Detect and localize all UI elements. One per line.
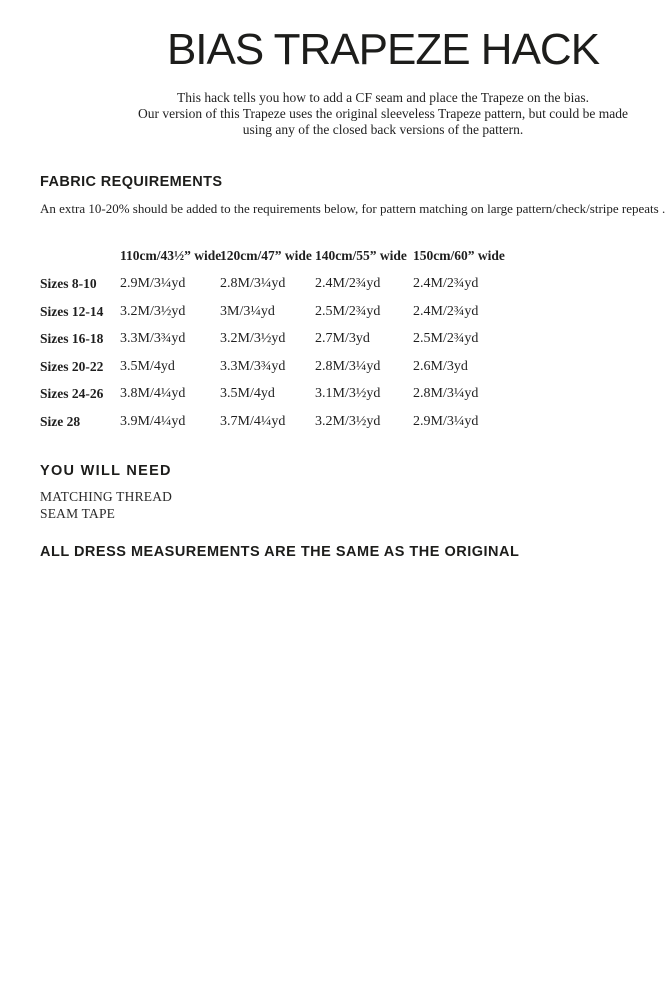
- need-item: SEAM TAPE: [40, 506, 116, 522]
- table-header-cell: 120cm/47” wide: [220, 247, 312, 263]
- fabric-amount-cell: 3.5M/4yd: [220, 386, 275, 402]
- fabric-amount-cell: 3.2M/3½yd: [120, 303, 186, 319]
- fabric-amount-cell: 3.9M/4¼yd: [120, 413, 186, 429]
- fabric-amount-cell: 2.4M/2¾yd: [413, 303, 479, 319]
- row-size-label: Sizes 8-10: [40, 276, 97, 292]
- hero-section: [100, 26, 666, 138]
- fabric-amount-cell: 3.2M/3½yd: [220, 331, 286, 347]
- fabric-amount-cell: 3.1M/3½yd: [315, 386, 381, 402]
- you-will-need-heading: YOU WILL NEED: [40, 463, 172, 480]
- fabric-amount-cell: 2.4M/2¾yd: [413, 276, 479, 292]
- intro-line: This hack tells you how to add a CF seam and place the Trapeze on the bias.: [176, 90, 590, 106]
- row-size-label: Size 28: [40, 413, 81, 429]
- fabric-amount-cell: 3.8M/4¼yd: [120, 386, 186, 402]
- fabric-amount-cell: 2.7M/3yd: [315, 331, 370, 347]
- table-header-row: [40, 241, 646, 270]
- fabric-amount-cell: 3.3M/3¾yd: [220, 358, 286, 374]
- fabric-amount-cell: 2.8M/3¼yd: [315, 358, 381, 374]
- intro-line: Our version of this Trapeze uses the original sleeveless Trapeze pattern, but could be made: [137, 106, 628, 122]
- row-size-label: Sizes 12-14: [40, 303, 104, 319]
- table-row: [40, 353, 646, 381]
- fabric-amount-cell: 3M/3¼yd: [220, 303, 275, 319]
- table-header-cell: 140cm/55” wide: [315, 247, 407, 263]
- intro-line: using any of the closed back versions of the pattern.: [242, 122, 524, 138]
- table-header-cell: 110cm/43½” wide: [120, 247, 222, 263]
- row-size-label: Sizes 20-22: [40, 358, 104, 374]
- page-title: BIAS TRAPEZE HACK: [166, 25, 600, 74]
- fabric-amount-cell: 2.8M/3¼yd: [413, 386, 479, 402]
- fabric-requirements-note: An extra 10-20% should be added to the requirements below, for pattern matching on large pattern/check/stripe repeats .: [40, 201, 666, 217]
- fabric-amount-cell: 3.2M/3½yd: [315, 413, 381, 429]
- table-row: [40, 408, 646, 436]
- fabric-amount-cell: 2.5M/2¾yd: [413, 331, 479, 347]
- table-row: [40, 380, 646, 408]
- table-header-cell: 150cm/60” wide: [413, 247, 505, 263]
- intro-paragraph: [100, 90, 666, 138]
- fabric-amount-cell: 2.6M/3yd: [413, 358, 468, 374]
- fabric-amount-cell: 2.9M/3¼yd: [413, 413, 479, 429]
- fabric-amount-cell: 3.3M/3¾yd: [120, 331, 186, 347]
- fabric-amount-cell: 3.7M/4¼yd: [220, 413, 286, 429]
- main-content: [40, 174, 666, 561]
- table-row: [40, 298, 646, 326]
- fabric-amount-cell: 2.8M/3¼yd: [220, 276, 286, 292]
- measurements-note: ALL DRESS MEASUREMENTS ARE THE SAME AS THE ORIGINAL: [40, 544, 520, 561]
- fabric-requirements-table: [40, 241, 646, 435]
- row-size-label: Sizes 24-26: [40, 386, 104, 402]
- fabric-amount-cell: 3.5M/4yd: [120, 358, 175, 374]
- fabric-amount-cell: 2.4M/2¾yd: [315, 276, 381, 292]
- fabric-amount-cell: 2.9M/3¼yd: [120, 276, 186, 292]
- row-size-label: Sizes 16-18: [40, 331, 104, 347]
- fabric-requirements-heading: FABRIC REQUIREMENTS: [40, 174, 223, 191]
- need-item: MATCHING THREAD: [40, 489, 173, 505]
- table-row: [40, 325, 646, 353]
- table-row: [40, 270, 646, 298]
- you-will-need-list: [40, 488, 646, 522]
- fabric-amount-cell: 2.5M/2¾yd: [315, 303, 381, 319]
